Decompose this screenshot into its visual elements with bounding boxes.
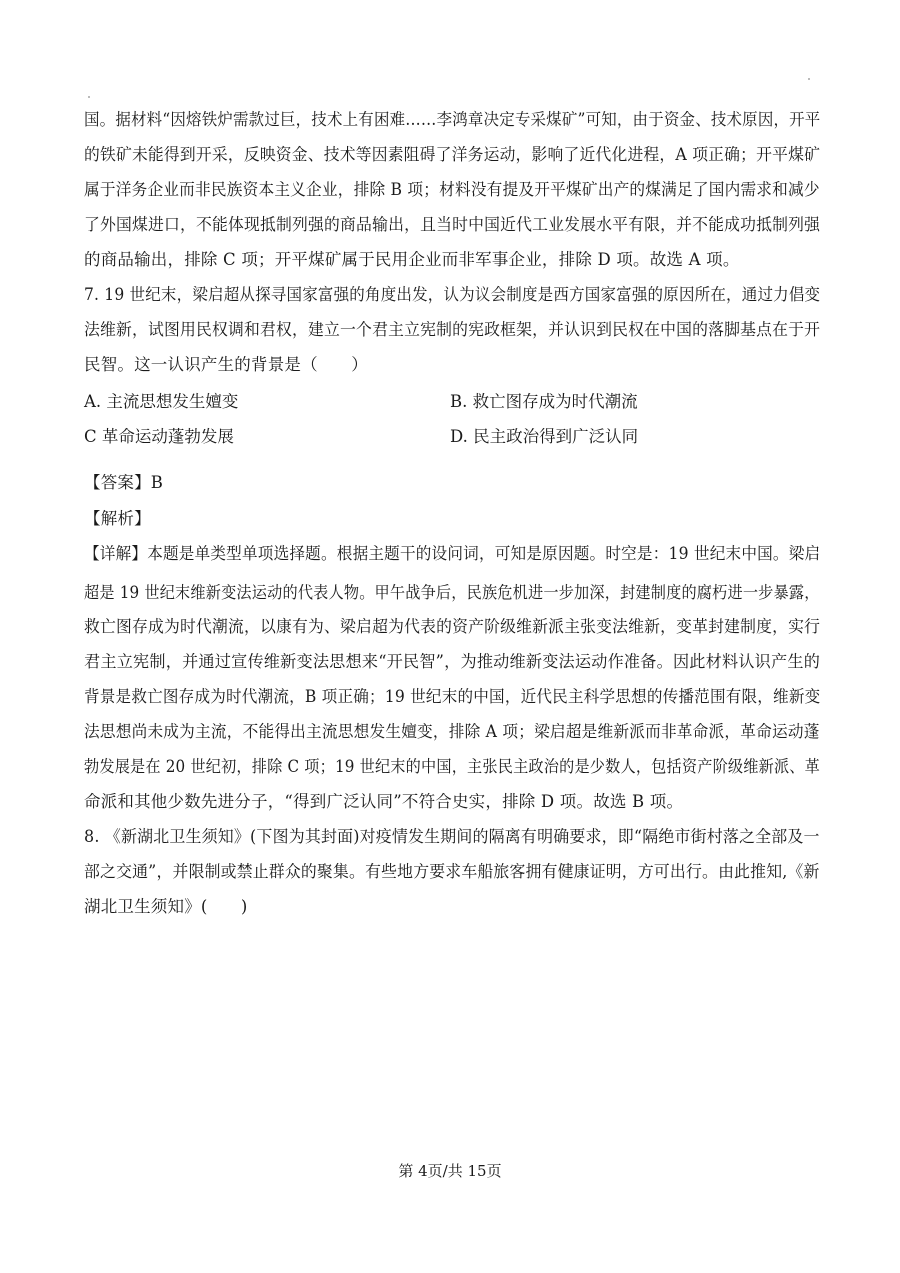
analysis-label: 【解析】 xyxy=(84,509,151,528)
detail-line: 【详解】本题是单类型单项选择题。根据主题干的设问词，可知是原因题。时空是：19 世纪末中国。梁启 xyxy=(84,544,821,563)
paragraph-line: 属于洋务企业而非民族资本主义企业，排除 B 项；材料没有提及开平煤矿出产的煤满足了国内需求和减少 xyxy=(84,180,820,199)
question-8-stem: 湖北卫生须知》( ) xyxy=(84,897,248,916)
detail-line: 超是 19 世纪末维新变法运动的代表人物。甲午战争后，民族危机进一步加深，封建制度的腐朽进一步暴露， xyxy=(84,583,820,602)
option-b: B. 救亡图存成为时代潮流 xyxy=(450,392,638,411)
option-a: A. 主流思想发生嬗变 xyxy=(84,392,239,411)
question-7-stem: 7. 19 世纪末，梁启超从探寻国家富强的角度出发，认为议会制度是西方国家富强的原因所在，通过力倡变 xyxy=(84,285,821,304)
paragraph-line: 了外国煤进口，不能体现抵制列强的商品输出，且当时中国近代工业发展水平有限，并不能成功抵制列强 xyxy=(84,215,821,234)
question-8-stem: 8. 《新湖北卫生须知》(下图为其封面)对疫情发生期间的隔离有明确要求，即“隔绝市街村落之全部及一 xyxy=(84,827,820,846)
option-c: C 革命运动蓬勃发展 xyxy=(84,427,234,446)
detail-line: 命派和其他少数先进分子，“得到广泛认同”不符合史实，排除 D 项。故选 B 项。 xyxy=(84,792,684,811)
paragraph-line: 国。据材料“因熔铁炉需款过巨，技术上有困难……李鸿章决定专采煤矿”可知，由于资金、技术原因，开平 xyxy=(84,110,821,129)
option-d: D. 民主政治得到广泛认同 xyxy=(450,427,639,446)
question-7-stem: 民智。这一认识产生的背景是（ ） xyxy=(84,355,368,374)
scan-speck xyxy=(808,78,810,80)
question-7-stem: 法维新，试图用民权调和君权，建立一个君主立宪制的宪政框架，并认识到民权在中国的落脚基点在于开 xyxy=(84,320,821,339)
answer-label: 【答案】B xyxy=(84,473,164,492)
detail-line: 君主立宪制，并通过宣传维新变法思想来“开民智”，为推动维新变法运动作准备。因此材料认识产生的 xyxy=(84,652,821,671)
scan-speck xyxy=(88,96,90,98)
detail-line: 救亡图存成为时代潮流，以康有为、梁启超为代表的资产阶级维新派主张变法维新，变革封建制度，实行 xyxy=(84,617,821,636)
paragraph-line: 的铁矿未能得到开采，反映资金、技术等因素阻碍了洋务运动，影响了近代化进程，A 项正确；开平煤矿 xyxy=(84,145,821,164)
detail-line: 背景是救亡图存成为时代潮流，B 项正确；19 世纪末的中国，近代民主科学思想的传播范围有限，维新变 xyxy=(84,687,821,706)
detail-line: 法思想尚未成为主流，不能得出主流思想发生嬗变，排除 A 项；梁启超是维新派而非革命派，革命运动蓬 xyxy=(84,722,820,741)
detail-line: 勃发展是在 20 世纪初，排除 C 项；19 世纪末的中国，主张民主政治的是少数人，包括资产阶级维新派、革 xyxy=(84,757,820,776)
question-8-stem: 部之交通”，并限制或禁止群众的聚集。有些地方要求车船旅客拥有健康证明，方可出行。由此推知,《新 xyxy=(84,862,820,881)
paragraph-line: 的商品输出，排除 C 项；开平煤矿属于民用企业而非军事企业，排除 D 项。故选 A 项。 xyxy=(84,250,740,269)
page-number: 第 4页/共 15页 xyxy=(398,1162,502,1180)
